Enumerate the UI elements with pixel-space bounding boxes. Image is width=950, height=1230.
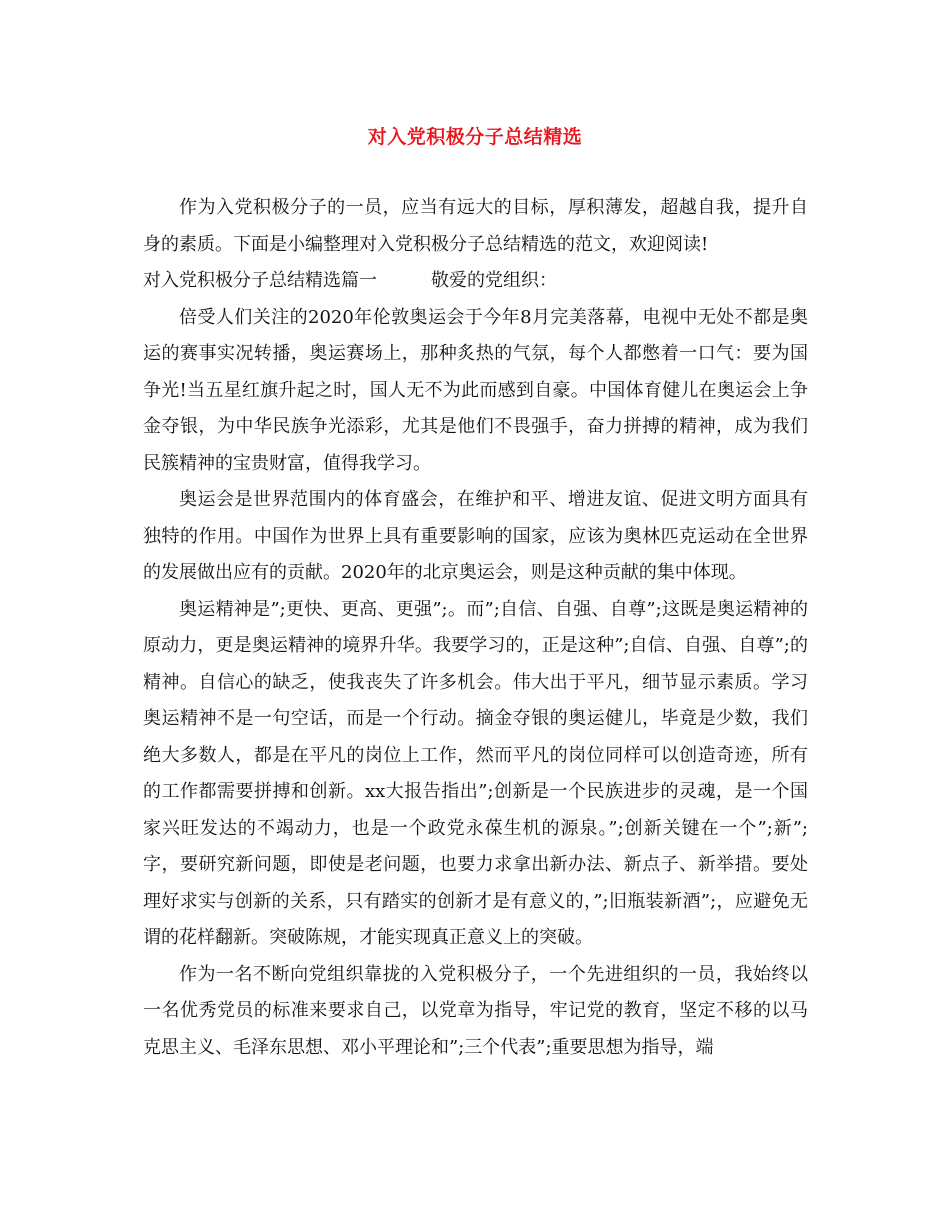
document-body: [143, 190, 808, 1066]
salutation: 敬爱的党组织：: [431, 270, 557, 291]
body-paragraph: 奥运精神是”;更快、更高、更强”;。而”;自信、自强、自尊”;这既是奥运精神的原动力，更是奥运精神的境界升华。我要学习的，正是这种”;自信、自强、自尊”;的精神。自信心的缺乏，使我丧失了许多机会。伟大出于平凡，细节显示素质。学习奥运精神不是一句空话，而是一个行动。摘金夺银的奥运健儿，毕竟是少数，我们绝大多数人，都是在平凡的岗位上工作，然而平凡的岗位同样可以创造奇迹，所有的工作都需要拼搏和创新。xx大报告指出”;创新是一个民族进步的灵魂，是一个国家兴旺发达的不竭动力，也是一个政党永葆生机的源泉。”;创新关键在一个”;新”;字，要研究新问题，即使是老问题，也要力求拿出新办法、新点子、新举措。要处理好求实与创新的关系，只有踏实的创新才是有意义的，”;旧瓶装新酒”;，应避免无谓的花样翻新。突破陈规，才能实现真正意义上的突破。: [143, 598, 808, 948]
document-title: 对入党积极分子总结精选: [367, 126, 583, 148]
intro-paragraph: 作为入党积极分子的一员，应当有远大的目标，厚积薄发，超越自我，提升自身的素质。下面是小编整理对入党积极分子总结精选的范文，欢迎阅读!: [143, 197, 808, 255]
body-paragraph: 奥运会是世界范围内的体育盛会，在维护和平、增进友谊、促进文明方面具有独特的作用。中国作为世界上具有重要影响的国家，应该为奥林匹克运动在全世界的发展做出应有的贡献。2020年的北京奥运会，则是这种贡献的集中体现。: [143, 489, 808, 583]
body-paragraph: 作为一名不断向党组织靠拢的入党积极分子，一个先进组织的一员，我始终以一名优秀党员的标准来要求自己，以党章为指导，牢记党的教育，坚定不移的以马克思主义、毛泽东思想、邓小平理论和”;三个代表”;重要思想为指导，端: [143, 963, 808, 1058]
section-heading: 对入党积极分子总结精选篇一: [143, 270, 377, 291]
body-paragraph: 倍受人们关注的2020年伦敦奥运会于今年8月完美落幕，电视中无处不都是奥运的赛事实况转播，奥运赛场上，那种炙热的气氛，每个人都憋着一口气：要为国争光!当五星红旗升起之时，国人无不为此而感到自豪。中国体育健儿在奥运会上争金夺银，为中华民族争光添彩，尤其是他们不畏强手，奋力拼搏的精神，成为我们民簇精神的宝贵财富，值得我学习。: [143, 306, 808, 474]
section-heading-line: [143, 263, 808, 300]
